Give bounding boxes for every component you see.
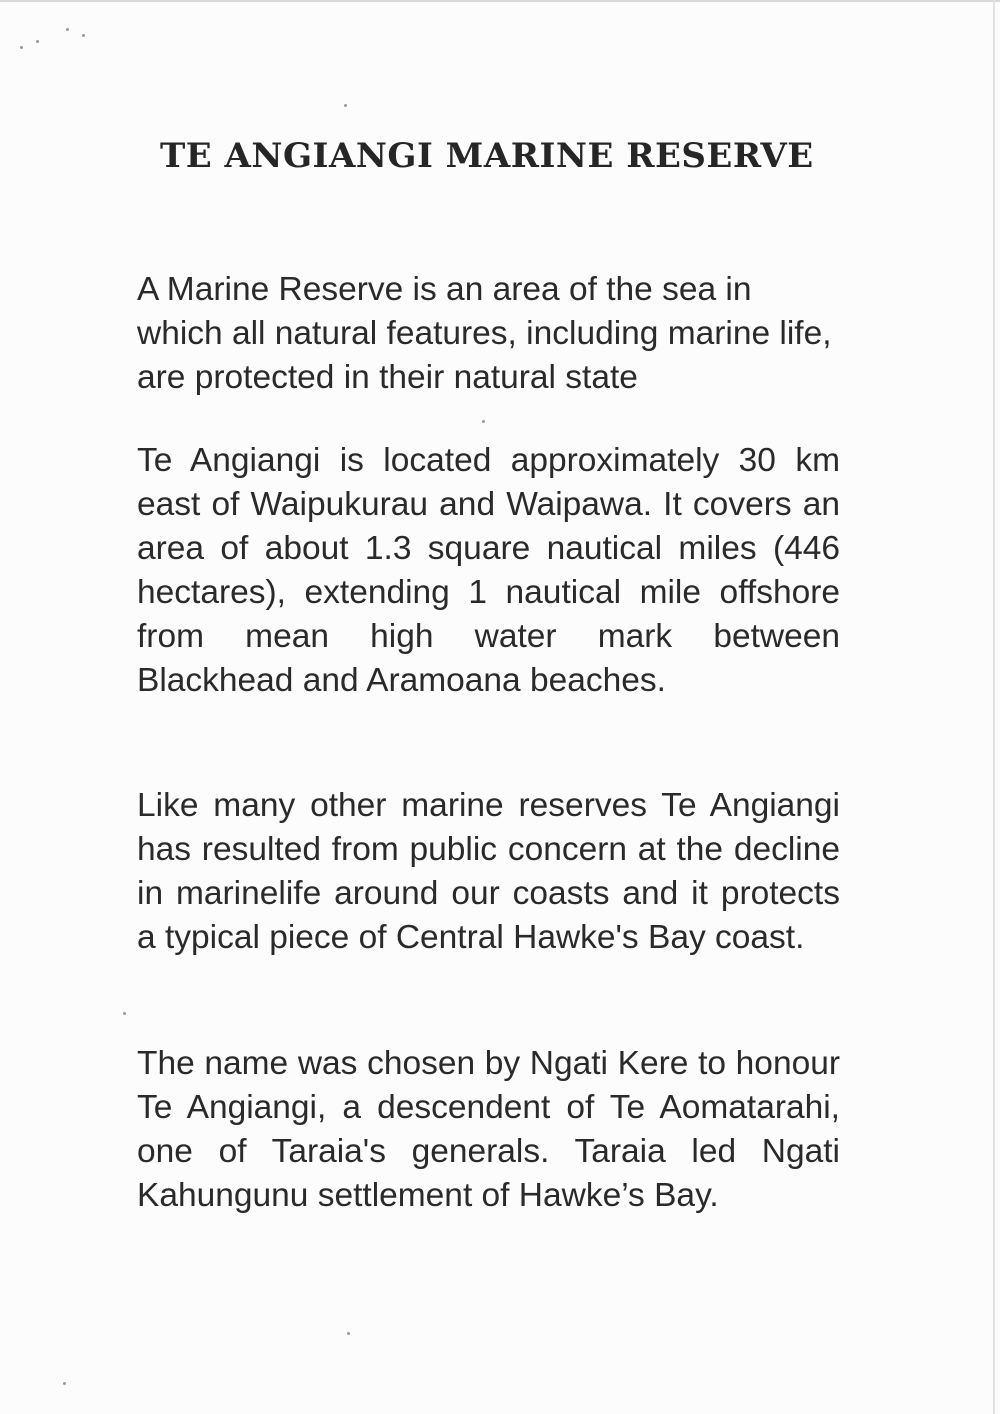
document-title: TE ANGIANGI MARINE RESERVE xyxy=(160,136,814,176)
scan-speck xyxy=(347,1332,350,1335)
paragraph-definition: A Marine Reserve is an area of the sea in which all natural features, including marine life, are protected in their natural state xyxy=(137,271,832,396)
scan-speck xyxy=(63,1382,66,1385)
scan-speck xyxy=(20,46,23,49)
scan-speck xyxy=(344,104,347,107)
scan-speck xyxy=(482,420,485,423)
paragraph-location: Te Angiangi is located approximately 30 km east of Waipukurau and Waipawa. It covers an area of about 1.3 square nautical miles (446 hectares), extending 1 nautical mile offshore from mean high water mark between Blackhead and Aramoana beaches. xyxy=(137,442,840,699)
scan-speck xyxy=(66,28,69,31)
paragraph-history: Like many other marine reserves Te Angiangi has resulted from public concern at the decline in marinelife around our coasts and it protects a typical piece of Central Hawke's Bay coast. xyxy=(137,787,840,956)
scan-speck xyxy=(36,40,39,43)
paragraph-name-origin: The name was chosen by Ngati Kere to honour Te Angiangi, a descendent of Te Aomatarahi, one of Taraia's generals. Taraia led Ngati Kahungunu settlement of Hawke’s Bay. xyxy=(137,1045,840,1214)
scan-speck xyxy=(123,1012,126,1015)
page-right-edge xyxy=(993,0,995,1414)
scan-speck xyxy=(82,34,85,37)
page-top-edge xyxy=(0,0,1000,2)
